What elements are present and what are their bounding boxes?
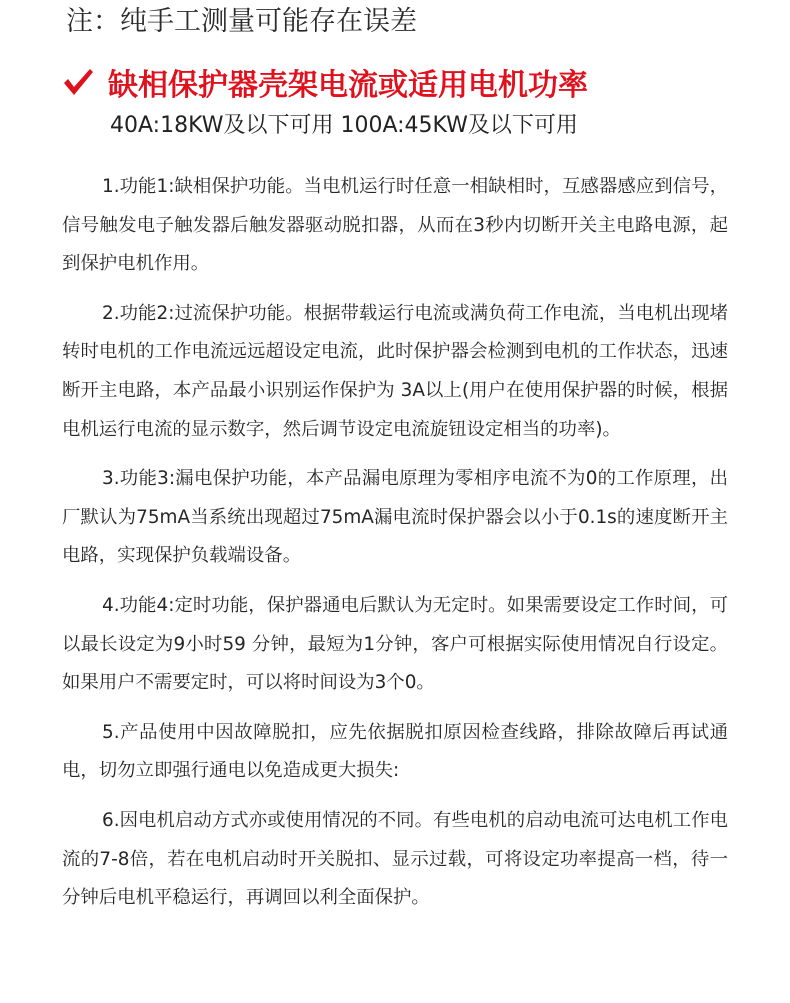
checkmark-icon bbox=[62, 66, 94, 98]
capacity-spec: 40A:18KW及以下可用 100A:45KW及以下可用 bbox=[110, 113, 578, 138]
heading-text: 缺相保护器壳架电流或适用电机功率 bbox=[108, 68, 588, 103]
section-heading bbox=[62, 60, 588, 104]
feature-paragraph-3: 3.功能3:漏电保护功能，本产品漏电原理为零相序电流不为0的工作原理，出厂默认为75mA当系统出现超过75mA漏电流时保护器会以小于0.1s的速度断开主电路，实现保护负载端设备。 bbox=[62, 468, 728, 567]
feature-paragraph-4: 4.功能4:定时功能，保护器通电后默认为无定时。如果需要设定工作时间，可以最长设定为9小时59 分钟，最短为1分钟，客户可根据实际使用情况自行设定。如果用户不需要定时，可以将时间设为3个0。 bbox=[62, 594, 728, 694]
feature-paragraph-5: 5.产品使用中因故障脱扣，应先依据脱扣原因检查线路，排除故障后再试通电，切勿立即强行通电以免造成更大损失: bbox=[62, 721, 728, 782]
feature-paragraph-2: 2.功能2:过流保护功能。根据带载运行电流或满负荷工作电流，当电机出现堵转时电机的工作电流远远超设定电流，此时保护器会检测到电机的工作状态，迅速断开主电路，本产品最小识别运作保护为 3A以上(用户在使用保护器的时候，根据电机运行电流的显示数字，然后调节设定电流旋钮设定相当的功率)。 bbox=[62, 302, 728, 440]
disclaimer-note: 注：纯手工测量可能存在误差 bbox=[66, 6, 417, 37]
feature-list bbox=[62, 168, 728, 929]
feature-paragraph-6: 6.因电机启动方式亦或使用情况的不同。有些电机的启动电流可达电机工作电流的7-8倍，若在电机启动时开关脱扣、显示过载，可将设定功率提高一档，待一分钟后电机平稳运行，再调回以利全面保护。 bbox=[62, 809, 728, 909]
feature-paragraph-1: 1.功能1:缺相保护功能。当电机运行时任意一相缺相时，互感器感应到信号，信号触发电子触发器后触发器驱动脱扣器，从而在3秒内切断开关主电路电源，起到保护电机作用。 bbox=[62, 176, 728, 275]
